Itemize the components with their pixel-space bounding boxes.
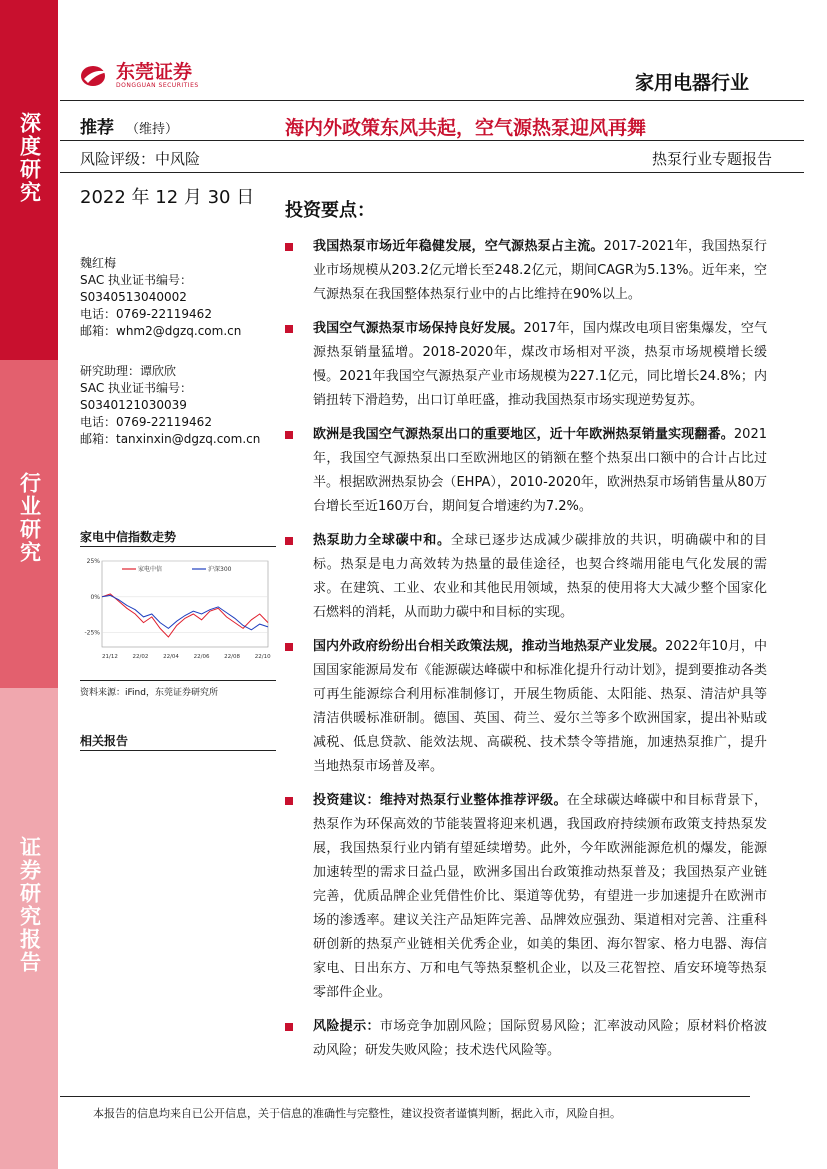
risk-rating: 风险评级：中风险 — [80, 150, 201, 168]
key-point-item — [285, 635, 767, 779]
chart-bottom-divider — [80, 680, 276, 681]
legend-label: 家电中信 — [138, 566, 163, 573]
x-tick-label: 21/12 — [102, 654, 118, 660]
key-point-text: 2021年，我国空气源热泵出口至欧洲地区的销额在整个热泵出口额中的合计占比过半。根据欧洲热泵协会（EHPA），2010-2020年，欧洲热泵市场销售量从80万台增长至近160万台，期间复合增速约为7.2%。 — [313, 427, 767, 514]
company-logo — [80, 62, 199, 89]
key-point-text: 2017-2021年，我国热泵行业市场规模从203.2亿元增长至248.2亿元，期间CAGR为5.13%。近年来，空气源热泵在我国整体热泵行业中的占比维持在90%以上。 — [313, 239, 767, 302]
analyst-block — [80, 255, 241, 340]
rating — [80, 113, 178, 138]
assistant-block — [80, 363, 260, 448]
key-points-list — [285, 235, 767, 1073]
key-point-item — [285, 1015, 767, 1063]
bullet-square-icon — [285, 797, 293, 805]
chart-title-divider — [80, 546, 276, 547]
legend-label: 沪深300 — [208, 566, 232, 573]
index-trend-chart — [80, 553, 276, 663]
chart-title: 家电中信指数走势 — [80, 530, 177, 544]
related-divider — [80, 750, 276, 751]
bullet-square-icon — [285, 243, 293, 251]
analyst-name: 魏红梅 — [80, 256, 117, 270]
y-tick-label: -25% — [84, 629, 100, 637]
bullet-square-icon — [285, 1023, 293, 1031]
title-divider — [60, 140, 804, 141]
report-title: 海内外政策东风共起，空气源热泵迎风再舞 — [285, 117, 647, 139]
key-point-text: 2017年，国内煤改电项目密集爆发，空气源热泵销量猛增。2018-2020年，煤改市场相对平淡，热泵市场规模增长缓慢。2021年我国空气源热泵产业市场规模为227.1亿元，同比增长24.8%；内销扭转下滑趋势，出口订单旺盛，推动我国热泵市场实现逆势复苏。 — [313, 321, 767, 408]
key-point-text: 全球已逐步达成减少碳排放的共识，明确碳中和的目标。热泵是电力高效转为热量的最佳途径，也契合终端用能电气化发展的需求。在建筑、工业、农业和其他民用领域，热泵的使用将大大减少整个国家化石燃料的消耗，从而助力碳中和目标的实现。 — [313, 533, 767, 620]
y-tick-label: 25% — [86, 558, 100, 565]
sidebar-band-label: 证券研究报告 — [17, 836, 42, 974]
assistant-name: 研究助理：谭欣欣 — [80, 364, 177, 378]
logo-text: 东莞证券 — [116, 61, 193, 83]
x-tick-label: 22/02 — [132, 654, 149, 660]
key-point-item — [285, 317, 767, 413]
analyst-sac-label: SAC 执业证书编号： — [80, 273, 193, 287]
analyst-email[interactable]: 邮箱：whm2@dgzq.com.cn — [80, 324, 242, 338]
industry-label: 家用电器行业 — [634, 72, 749, 94]
header-divider — [60, 100, 804, 101]
key-point-heading: 风险提示： — [313, 1019, 380, 1034]
assistant-sac-number: S0340121030039 — [80, 398, 187, 412]
series-line-2 — [102, 595, 268, 629]
report-date: 2022 年 12 月 30 日 — [80, 187, 255, 208]
chart-source: 资料来源：iFind，东莞证券研究所 — [80, 688, 218, 698]
analyst-sac-number: S0340513040002 — [80, 290, 187, 304]
plot-frame — [102, 561, 268, 647]
rating-value: 推荐 — [80, 118, 114, 138]
x-tick-label: 22/10 — [254, 654, 271, 660]
analyst-phone: 电话：0769-22119462 — [80, 307, 212, 321]
logo-mark-icon — [80, 64, 110, 88]
key-point-text: 在全球碳达峰碳中和目标背景下，热泵作为环保高效的节能装置将迎来机遇，我国政府持续颁布政策支持热泵发展，我国热泵行业内销有望延续增势。此外，今年欧洲能源危机的爆发，能源加速转型的需求日益凸显，欧洲多国出台政策推动热泵普及；我国热泵产业链完善，优质品牌企业凭借性价比、渠道等优势，有望进一步加速提升在欧洲市场的渗透率。建议关注产品矩阵完善、品牌效应强劲、渠道相对完善、注重科研创新的热泵产业链相关优秀企业，如美的集团、海尔智家、格力电器、海信家电、日出东方、万和电气等热泵整机企业，以及三花智控、盾安环境等热泵零部件企业。 — [313, 793, 767, 1000]
key-point-heading: 热泵助力全球碳中和。 — [313, 533, 451, 548]
y-tick-label: 0% — [90, 593, 100, 601]
bullet-square-icon — [285, 431, 293, 439]
sidebar-band-label: 深度研究 — [17, 112, 42, 204]
bullet-square-icon — [285, 537, 293, 545]
key-point-heading: 我国热泵市场近年稳健发展，空气源热泵占主流。 — [313, 239, 604, 254]
bullet-square-icon — [285, 643, 293, 651]
sidebar-band-securities-report — [0, 688, 58, 1169]
related-reports-title: 相关报告 — [80, 734, 129, 748]
key-point-item — [285, 789, 767, 1005]
key-point-heading: 国内外政府纷纷出台相关政策法规，推动当地热泵产业发展。 — [313, 639, 666, 654]
key-point-item — [285, 235, 767, 307]
sidebar-band-industry-research — [0, 360, 58, 688]
bullet-square-icon — [285, 325, 293, 333]
sidebar-band-label: 行业研究 — [17, 472, 42, 564]
disclaimer: 本报告的信息均来自已公开信息，关于信息的准确性与完整性，建议投资者谨慎判断，据此入市，风险自担。 — [93, 1107, 621, 1120]
subtitle-divider — [60, 172, 804, 173]
key-points-title: 投资要点： — [285, 200, 375, 221]
assistant-sac-label: SAC 执业证书编号： — [80, 381, 193, 395]
footer-divider — [60, 1096, 750, 1097]
sidebar-band-deep-research — [0, 0, 58, 360]
rating-note: （维持） — [126, 122, 179, 137]
key-point-item — [285, 423, 767, 519]
x-tick-label: 22/08 — [224, 654, 241, 660]
key-point-text: 市场竞争加剧风险；国际贸易风险；汇率波动风险；原材料价格波动风险；研发失败风险；技术迭代风险等。 — [313, 1019, 767, 1058]
assistant-phone: 电话：0769-22119462 — [80, 415, 212, 429]
key-point-heading: 欧洲是我国空气源热泵出口的重要地区，近十年欧洲热泵销量实现翻番。 — [313, 427, 734, 442]
x-tick-label: 22/04 — [163, 654, 179, 660]
report-subtitle: 热泵行业专题报告 — [651, 150, 772, 168]
key-point-item — [285, 529, 767, 625]
key-point-heading: 我国空气源热泵市场保持良好发展。 — [313, 321, 524, 336]
logo-english-text: DONGGUAN SECURITIES — [116, 82, 199, 89]
x-tick-label: 22/06 — [193, 654, 210, 660]
key-point-heading: 投资建议：维持对热泵行业整体推荐评级。 — [313, 793, 567, 808]
assistant-email[interactable]: 邮箱：tanxinxin@dgzq.com.cn — [80, 432, 261, 446]
key-point-text: 2022年10月，中国国家能源局发布《能源碳达峰碳中和标准化提升行动计划》，提到要推动各类可再生能源综合利用标准制修订，开展生物质能、太阳能、热泵、清洁炉具等清洁供暖标准研制。德国、英国、荷兰、爱尔兰等多个欧洲国家，提出补贴或减税、低息贷款、能效法规、高碳税、技术禁令等措施，加速热泵推广，提升当地热泵市场普及率。 — [313, 639, 767, 774]
